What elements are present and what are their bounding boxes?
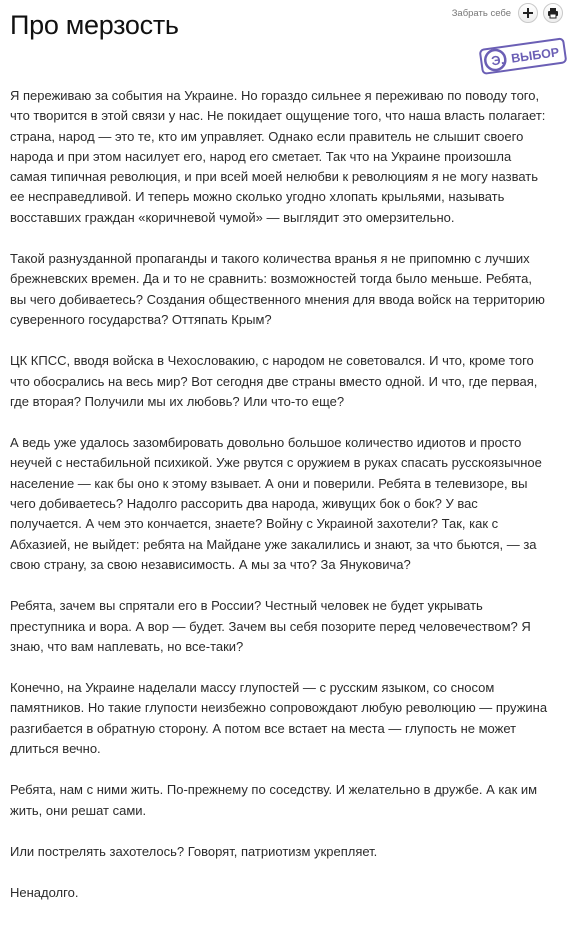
vybor-stamp[interactable]: [479, 36, 569, 81]
article-body: [10, 86, 550, 925]
article-paragraph: Я переживаю за события на Украине. Но гораздо сильнее я переживаю по поводу того, что творится в этой связи у нас. Не покидает ощущение того, что наша власть полагает: страна, народ — это те, кто им управляет. Однако если правитель не слышит своего народа и при этом насилует его, народ его сметает. Так что на Украине произошла самая типичная революция, и при всей моей нелюбви к революциям я не могу назвать ее несправедливой. И теперь можно сколько угодно хлопать крыльями, называть восставших граждан «коричневой чумой» — выглядит это омерзительно.: [10, 88, 546, 225]
article-paragraph: Или пострелять захотелось? Говорят, патриотизм укрепляет.: [10, 843, 378, 859]
article-paragraph: Ребята, зачем вы спрятали его в России? Честный человек не будет укрывать преступника и вора. А вор — будет. Зачем вы себя позорите перед человечеством? Я знаю, что вам наплевать, но все-таки?: [10, 598, 531, 654]
save-label: Забрать себе: [451, 7, 511, 19]
add-button[interactable]: [518, 3, 538, 23]
article-paragraph: Ребята, нам с ними жить. По-прежнему по соседству. И желательно в дружбе. А как им жить, они решат сами.: [10, 782, 538, 818]
printer-icon: [547, 7, 559, 19]
article-paragraph: Ненадолго.: [10, 885, 79, 901]
article-paragraph: А ведь уже удалось зазомбировать довольно большое количество идиотов и просто неучей с нестабильной психикой. Уже рвутся с оружием в руках спасать русскоязычное население — как бы оно к этому взывает. А они и поверили. Ребята в телевизоре, вы чего добиваетесь? Надолго рассорить два народа, живущих бок о бок? У вас получается. А чем это кончается, знаете? Войну с Украиной захотели? Так, как с Абхазией, не выйдет: ребята на Майдане уже закалились и знают, за что бьются, — за свою страну, за свою независимость. А мы за что? За Януковича?: [10, 435, 542, 572]
article-paragraph: Конечно, на Украине наделали массу глупостей — с русским языком, со сносом памятников. Но такие глупости неизбежно сопровождают любую революцию — пружина разгибается в обратную сторону. А потом все встает на места — глупость не может длиться вечно.: [10, 680, 548, 757]
print-button[interactable]: [543, 3, 563, 23]
plus-icon: [522, 7, 534, 19]
article-paragraph: Такой разнузданной пропаганды и такого количества вранья я не припомню с лучших брежневских времен. Да и то не сравнить: возможностей тогда было меньше. Ребята, вы чего добиваетесь? Создания общественного мнения для ввода войск на территорию суверенного государства? Оттяпать Крым?: [10, 251, 545, 327]
save-toolbar: [452, 3, 563, 23]
echo-logo-icon: [479, 36, 569, 76]
article-paragraph: ЦК КПСС, вводя войска в Чехословакию, с народом не советовался. И что, кроме того что обосрались на весь мир? Вот сегодня две страны вместо одной. И что, где первая, где вторая? Получили мы их любовь? Или что-то еще?: [10, 353, 538, 409]
svg-text:Э.: Э.: [490, 51, 506, 69]
article-title: Про мерзость: [10, 10, 179, 40]
stamp-label: ВЫБОР: [510, 45, 561, 66]
